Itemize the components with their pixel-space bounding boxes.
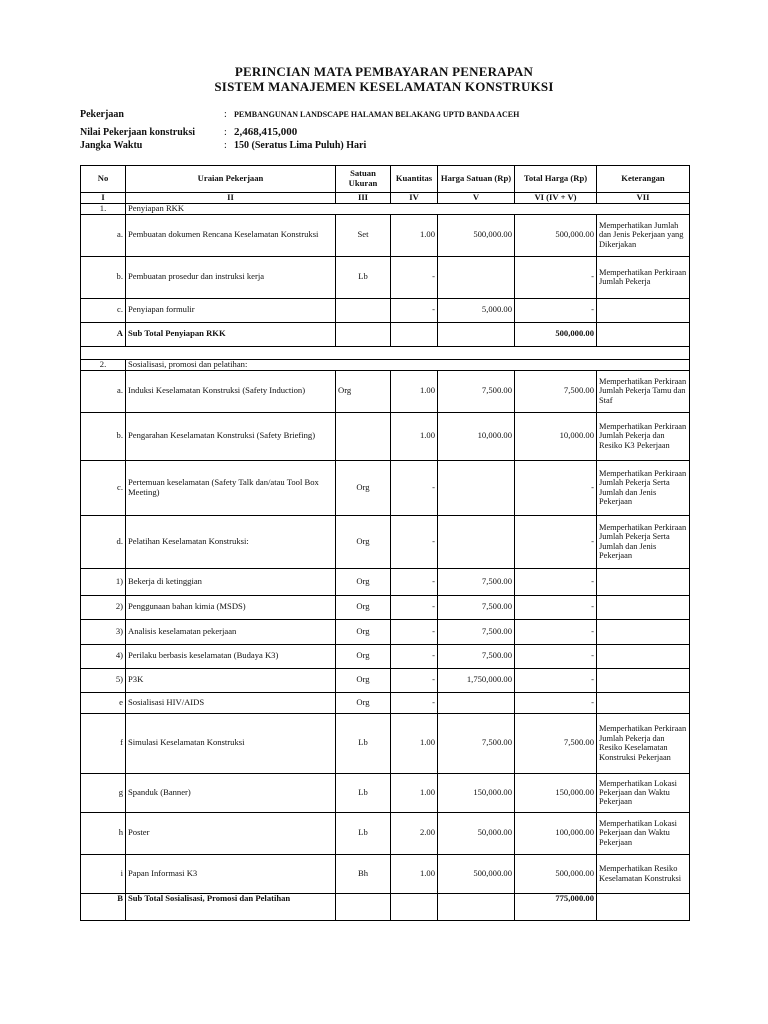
row-total: -	[515, 644, 597, 668]
nilai-colon: :	[224, 127, 227, 138]
jangka-colon: :	[224, 140, 227, 151]
spacer-row	[81, 346, 690, 359]
header-no: No	[81, 166, 126, 193]
table-row	[81, 713, 690, 773]
row-satuan: Org	[336, 595, 391, 619]
row-uraian: Perilaku berbasis keselamatan (Budaya K3)	[126, 644, 336, 668]
row-no: c.	[81, 298, 126, 322]
row-keterangan: Memperhatikan Perkiraan Jumlah Pekerja Serta Jumlah dan Jenis Pekerjaan	[597, 515, 690, 568]
row-no: g	[81, 773, 126, 812]
header-kuantitas: Kuantitas	[391, 166, 438, 193]
row-uraian: Pertemuan keselamatan (Safety Talk dan/atau Tool Box Meeting)	[126, 460, 336, 515]
row-uraian: Papan Informasi K3	[126, 854, 336, 893]
document-title-line-1: PERINCIAN MATA PEMBAYARAN PENERAPAN	[234, 64, 534, 79]
row-total: -	[515, 595, 597, 619]
row-total: 10,000.00	[515, 412, 597, 460]
section-1-no: 1.	[81, 204, 126, 215]
row-keterangan: Memperhatikan Perkiraan Jumlah Pekerja Serta Jumlah dan Jenis Pekerjaan	[597, 460, 690, 515]
roman-vi: VI (IV + V)	[515, 193, 597, 204]
row-total: -	[515, 619, 597, 644]
row-kuantitas: -	[391, 256, 438, 298]
row-kuantitas: -	[391, 298, 438, 322]
subtotal-b-label: Sub Total Sosialisasi, Promosi dan Pelatihan	[126, 893, 336, 920]
row-uraian: Pengarahan Keselamatan Konstruksi (Safety Briefing)	[126, 412, 336, 460]
table-row	[81, 298, 690, 322]
row-no: e	[81, 692, 126, 713]
row-satuan: Lb	[336, 812, 391, 854]
row-harga	[438, 256, 515, 298]
row-no: b.	[81, 412, 126, 460]
row-kuantitas: 1.00	[391, 713, 438, 773]
pekerjaan-value: PEMBANGUNAN LANDSCAPE HALAMAN BELAKANG UPTD BANDA ACEH	[234, 110, 520, 119]
row-uraian: Spanduk (Banner)	[126, 773, 336, 812]
nilai-pekerjaan-label: Nilai Pekerjaan konstruksi	[80, 127, 196, 138]
row-keterangan: Memperhatikan Perkiraan Jumlah Pekerja	[597, 256, 690, 298]
section-2-row	[81, 359, 690, 370]
table-row	[81, 773, 690, 812]
row-no: a.	[81, 370, 126, 412]
row-uraian: Pelatihan Keselamatan Konstruksi:	[126, 515, 336, 568]
row-harga	[438, 692, 515, 713]
row-satuan: Org	[336, 370, 391, 412]
table-row	[81, 854, 690, 893]
row-no: b.	[81, 256, 126, 298]
table-row	[81, 812, 690, 854]
row-satuan	[336, 412, 391, 460]
row-keterangan: Memperhatikan Jumlah dan Jenis Pekerjaan yang Dikerjakan	[597, 214, 690, 256]
roman-iii: III	[336, 193, 391, 204]
row-kuantitas: -	[391, 644, 438, 668]
row-satuan: Set	[336, 214, 391, 256]
row-keterangan	[597, 692, 690, 713]
header-keterangan: Keterangan	[597, 166, 690, 193]
header-uraian: Uraian Pekerjaan	[126, 166, 336, 193]
row-harga: 10,000.00	[438, 412, 515, 460]
row-harga: 1,750,000.00	[438, 668, 515, 692]
table-row	[81, 568, 690, 595]
row-keterangan	[597, 668, 690, 692]
row-uraian: Poster	[126, 812, 336, 854]
row-keterangan	[597, 619, 690, 644]
row-keterangan: Memperhatikan Perkiraan Jumlah Pekerja Tamu dan Staf	[597, 370, 690, 412]
table-row	[81, 515, 690, 568]
table-row	[81, 412, 690, 460]
row-no: 3)	[81, 619, 126, 644]
row-satuan: Org	[336, 692, 391, 713]
row-satuan: Lb	[336, 256, 391, 298]
row-kuantitas: 1.00	[391, 214, 438, 256]
row-no: 5)	[81, 668, 126, 692]
row-harga: 7,500.00	[438, 595, 515, 619]
row-no: a.	[81, 214, 126, 256]
row-keterangan	[597, 298, 690, 322]
row-uraian: Penggunaan bahan kimia (MSDS)	[126, 595, 336, 619]
row-kuantitas: -	[391, 515, 438, 568]
row-total: 150,000.00	[515, 773, 597, 812]
row-uraian: Penyiapan formulir	[126, 298, 336, 322]
header-harga-satuan: Harga Satuan (Rp)	[438, 166, 515, 193]
row-kuantitas: 1.00	[391, 773, 438, 812]
row-harga: 150,000.00	[438, 773, 515, 812]
row-uraian: Pembuatan prosedur dan instruksi kerja	[126, 256, 336, 298]
row-harga: 500,000.00	[438, 214, 515, 256]
row-kuantitas: -	[391, 692, 438, 713]
row-harga: 7,500.00	[438, 370, 515, 412]
subtotal-a-no: A	[81, 322, 126, 346]
row-satuan: Lb	[336, 713, 391, 773]
header-satuan: Satuan Ukuran	[336, 166, 391, 193]
subtotal-b-no: B	[81, 893, 126, 920]
row-keterangan: Memperhatikan Perkiraan Jumlah Pekerja dan Resiko Keselamatan Konstruksi Pekerjaan	[597, 713, 690, 773]
row-satuan: Org	[336, 619, 391, 644]
row-keterangan: Memperhatikan Perkiraan Jumlah Pekerja dan Resiko K3 Pekerjaan	[597, 412, 690, 460]
row-satuan	[336, 298, 391, 322]
table-header-row	[81, 166, 690, 193]
document-title-line-2: SISTEM MANAJEMEN KESELAMATAN KONSTRUKSI	[214, 79, 554, 94]
row-uraian: Analisis keselamatan pekerjaan	[126, 619, 336, 644]
row-keterangan: Memperhatikan Resiko Keselamatan Konstruksi	[597, 854, 690, 893]
row-total: -	[515, 460, 597, 515]
table-row	[81, 214, 690, 256]
row-keterangan	[597, 644, 690, 668]
row-total: 100,000.00	[515, 812, 597, 854]
nilai-pekerjaan-value: 2,468,415,000	[234, 126, 298, 138]
table-row	[81, 644, 690, 668]
table-row	[81, 595, 690, 619]
row-satuan: Org	[336, 515, 391, 568]
row-kuantitas: -	[391, 668, 438, 692]
row-no: d.	[81, 515, 126, 568]
row-satuan: Lb	[336, 773, 391, 812]
row-uraian: Induksi Keselamatan Konstruksi (Safety Induction)	[126, 370, 336, 412]
row-uraian: Simulasi Keselamatan Konstruksi	[126, 713, 336, 773]
table-row	[81, 370, 690, 412]
row-total: 500,000.00	[515, 854, 597, 893]
row-harga: 7,500.00	[438, 568, 515, 595]
pekerjaan-label: Pekerjaan	[80, 109, 124, 120]
row-total: 7,500.00	[515, 370, 597, 412]
row-no: 1)	[81, 568, 126, 595]
row-total: 7,500.00	[515, 713, 597, 773]
row-total: -	[515, 568, 597, 595]
row-no: c.	[81, 460, 126, 515]
row-kuantitas: -	[391, 595, 438, 619]
row-kuantitas: -	[391, 568, 438, 595]
section-1-title: Penyiapan RKK	[126, 204, 690, 215]
row-total: -	[515, 668, 597, 692]
section-2-title: Sosialisasi, promosi dan pelatihan:	[126, 359, 690, 370]
row-total: -	[515, 256, 597, 298]
header-total-harga: Total Harga (Rp)	[515, 166, 597, 193]
row-harga: 5,000.00	[438, 298, 515, 322]
row-uraian: P3K	[126, 668, 336, 692]
row-kuantitas: 2.00	[391, 812, 438, 854]
row-total: -	[515, 692, 597, 713]
row-harga	[438, 515, 515, 568]
subtotal-row-a	[81, 322, 690, 346]
row-no: h	[81, 812, 126, 854]
roman-i: I	[81, 193, 126, 204]
row-keterangan: Memperhatikan Lokasi Pekerjaan dan Waktu Pekerjaan	[597, 773, 690, 812]
row-no: 2)	[81, 595, 126, 619]
row-kuantitas: 1.00	[391, 412, 438, 460]
roman-iv: IV	[391, 193, 438, 204]
cost-breakdown-table	[80, 165, 690, 921]
row-kuantitas: 1.00	[391, 370, 438, 412]
table-row	[81, 668, 690, 692]
row-no: 4)	[81, 644, 126, 668]
row-satuan: Bh	[336, 854, 391, 893]
row-satuan: Org	[336, 460, 391, 515]
section-1-row	[81, 204, 690, 215]
jangka-waktu-label: Jangka Waktu	[80, 140, 143, 151]
subtotal-a-value: 500,000.00	[515, 322, 597, 346]
row-kuantitas: 1.00	[391, 854, 438, 893]
table-row	[81, 460, 690, 515]
row-keterangan: Memperhatikan Lokasi Pekerjaan dan Waktu Pekerjaan	[597, 812, 690, 854]
table-row	[81, 692, 690, 713]
subtotal-b-value: 775,000.00	[515, 893, 597, 920]
subtotal-row-b	[81, 893, 690, 920]
row-harga: 7,500.00	[438, 644, 515, 668]
row-harga: 50,000.00	[438, 812, 515, 854]
row-keterangan	[597, 595, 690, 619]
row-total: 500,000.00	[515, 214, 597, 256]
row-total: -	[515, 298, 597, 322]
row-uraian: Pembuatan dokumen Rencana Keselamatan Konstruksi	[126, 214, 336, 256]
row-satuan: Org	[336, 568, 391, 595]
row-keterangan	[597, 568, 690, 595]
table-roman-row	[81, 193, 690, 204]
subtotal-a-label: Sub Total Penyiapan RKK	[126, 322, 336, 346]
table-row	[81, 256, 690, 298]
row-satuan: Org	[336, 668, 391, 692]
row-total: -	[515, 515, 597, 568]
roman-ii: II	[126, 193, 336, 204]
row-uraian: Sosialisasi HIV/AIDS	[126, 692, 336, 713]
row-harga: 7,500.00	[438, 619, 515, 644]
roman-v: V	[438, 193, 515, 204]
row-kuantitas: -	[391, 619, 438, 644]
row-harga: 7,500.00	[438, 713, 515, 773]
table-row	[81, 619, 690, 644]
row-harga: 500,000.00	[438, 854, 515, 893]
row-satuan: Org	[336, 644, 391, 668]
section-2-no: 2.	[81, 359, 126, 370]
pekerjaan-colon: :	[224, 109, 227, 120]
row-no: f	[81, 713, 126, 773]
roman-vii: VII	[597, 193, 690, 204]
row-no: i	[81, 854, 126, 893]
jangka-waktu-value: 150 (Seratus Lima Puluh) Hari	[234, 140, 367, 151]
row-kuantitas: -	[391, 460, 438, 515]
row-uraian: Bekerja di ketinggian	[126, 568, 336, 595]
row-harga	[438, 460, 515, 515]
